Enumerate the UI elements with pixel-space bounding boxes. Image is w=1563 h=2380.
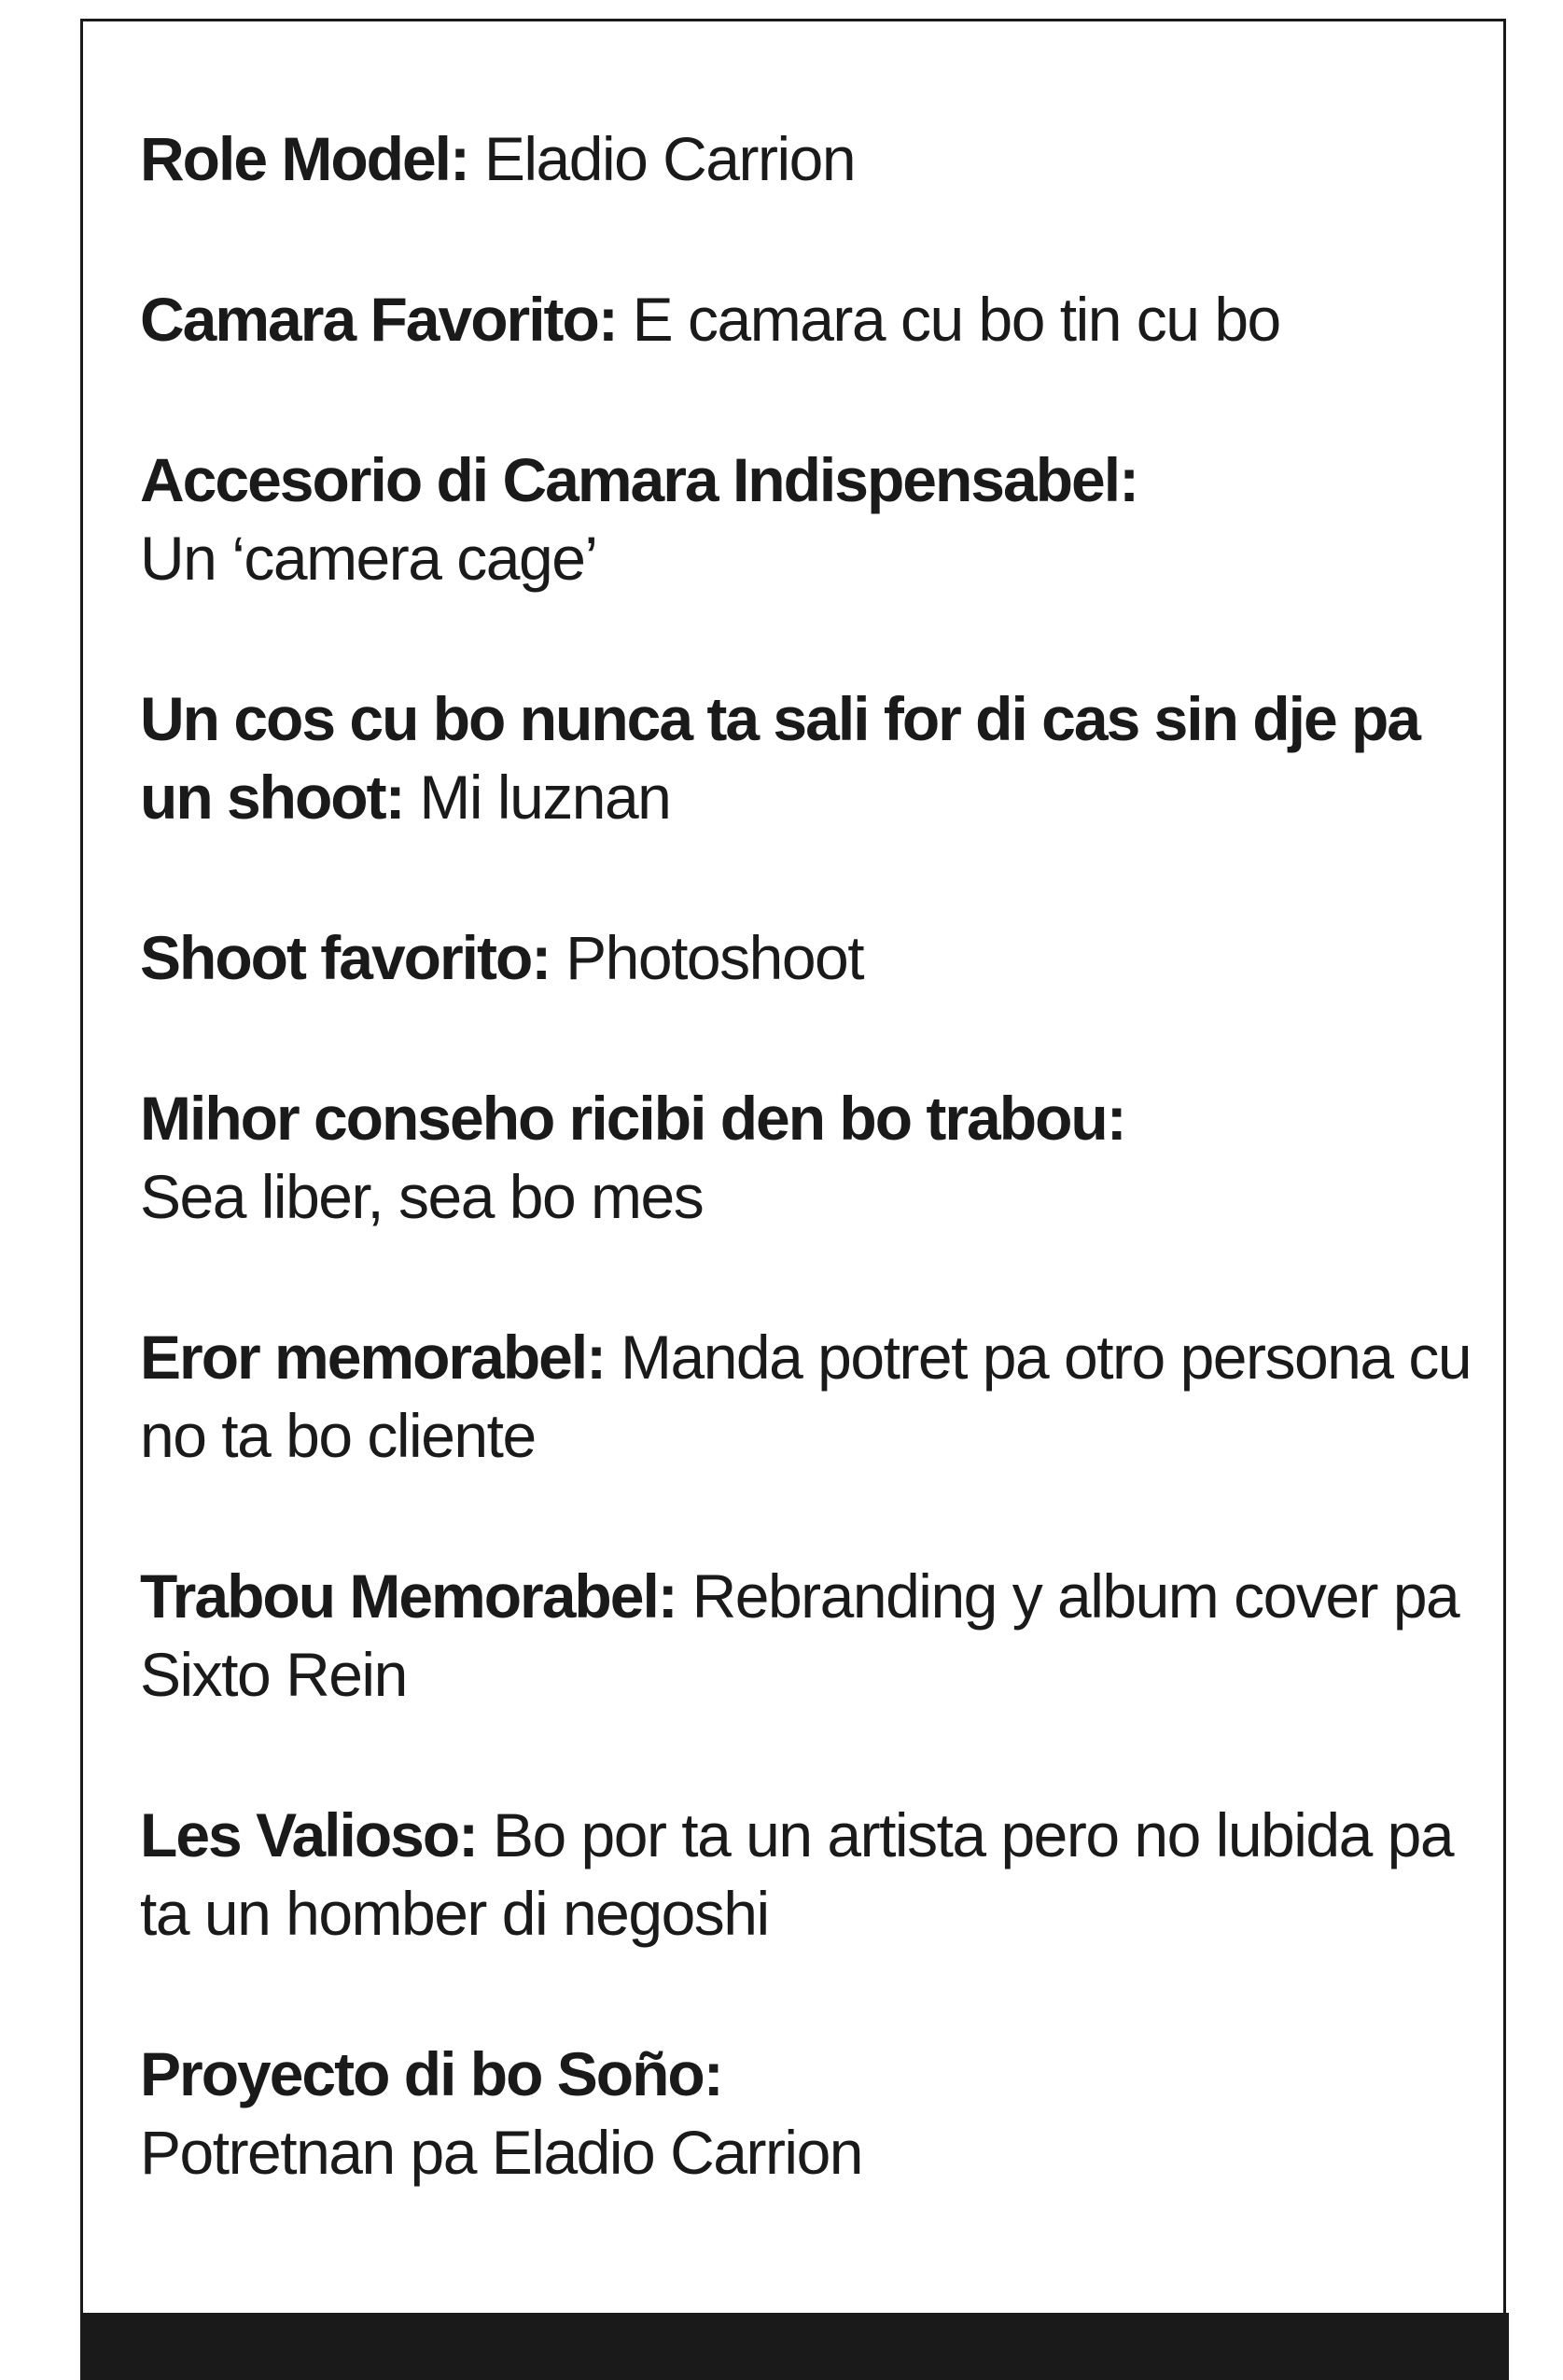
qa-value: Bo por ta un artista pero no lubida pa ta un homber di negoshi: [140, 1800, 1454, 1948]
qa-label: Camara Favorito:: [140, 285, 617, 354]
qa-value: Mi luznan: [419, 763, 671, 832]
qa-value: Eladio Carrion: [483, 124, 856, 193]
qa-label: Les Valioso:: [140, 1800, 478, 1869]
qa-value: Sea liber, sea bo mes: [140, 1162, 704, 1231]
qa-item-best-advice: [140, 1079, 1474, 1236]
qa-value: Un ‘camera cage’: [140, 524, 597, 593]
qa-item-memorable-error: [140, 1318, 1474, 1475]
qa-label: Role Model:: [140, 124, 468, 193]
bottom-bar: [80, 2313, 1509, 2380]
qa-item-favorite-camera: [140, 280, 1474, 358]
qa-item-role-model: [140, 119, 1474, 198]
qa-label: Shoot favorito:: [140, 923, 551, 992]
qa-list: [140, 119, 1474, 2274]
qa-item-camera-accessory: [140, 441, 1474, 597]
qa-label: Trabou Memorabel:: [140, 1561, 677, 1631]
qa-value: Manda potret pa otro persona cu no ta bo cliente: [140, 1323, 1472, 1470]
qa-label: Accesorio di Camara Indispensabel:: [140, 445, 1138, 514]
qa-label: Mihor conseho ricibi den bo trabou:: [140, 1084, 1125, 1153]
qa-item-favorite-shoot: [140, 918, 1474, 997]
qa-value: Potretnan pa Eladio Carrion: [140, 2118, 862, 2187]
qa-item-dream-project: [140, 2035, 1474, 2191]
qa-label: Eror memorabel:: [140, 1323, 606, 1392]
qa-value: Photoshoot: [565, 923, 864, 992]
qa-label: Un cos cu bo nunca ta sali for di cas sin dje pa un shoot:: [140, 684, 1420, 832]
qa-value: E camara cu bo tin cu bo: [632, 285, 1280, 354]
qa-item-valuable-lesson: [140, 1796, 1474, 1953]
qa-item-memorable-work: [140, 1557, 1474, 1714]
qa-value: Rebranding y album cover pa Sixto Rein: [140, 1561, 1459, 1709]
qa-item-never-leave-without: [140, 679, 1474, 836]
qa-label: Proyecto di bo Soño:: [140, 2039, 722, 2108]
